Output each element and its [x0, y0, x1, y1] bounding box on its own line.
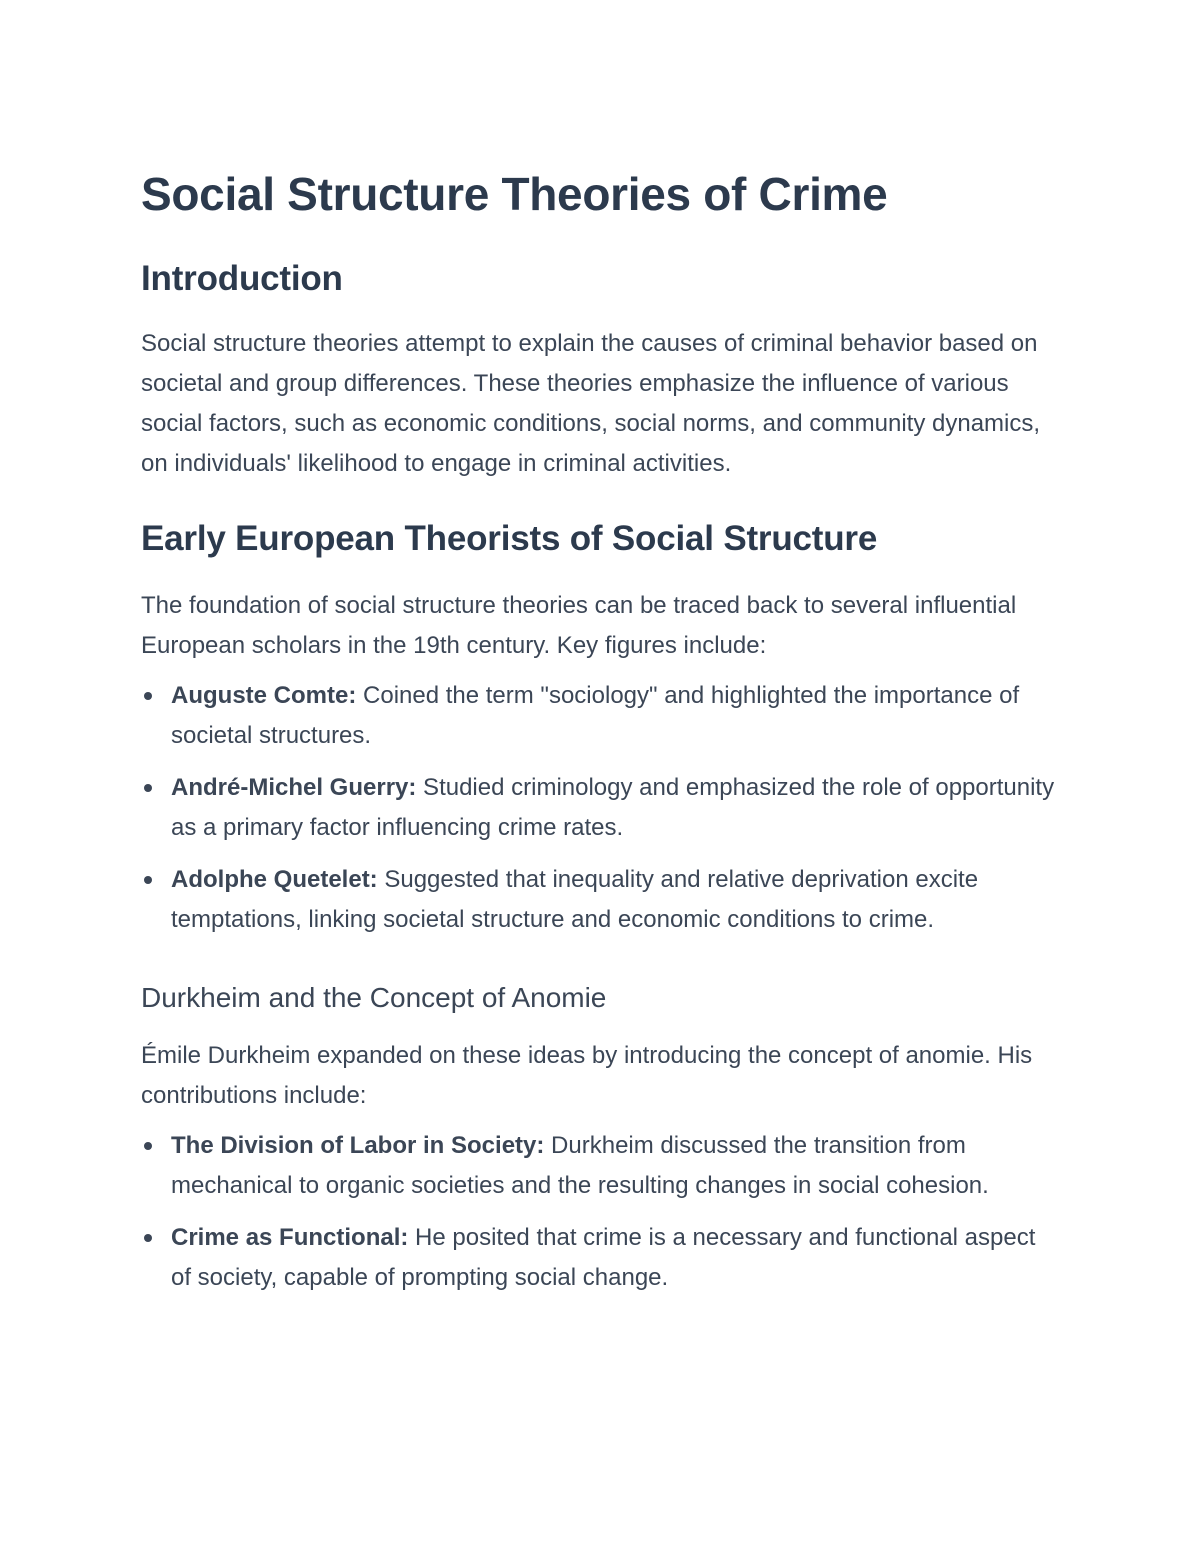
list-item-term: Crime as Functional: [171, 1224, 409, 1251]
early-theorists-paragraph: The foundation of social structure theories can be traced back to several influential European scholars in the 19th century. Key figures include: [141, 592, 1017, 659]
durkheim-list [141, 1126, 1061, 1298]
document-page [141, 160, 1061, 1310]
list-item-quetelet [141, 860, 1061, 940]
durkheim-heading: Durkheim and the Concept of Anomie [141, 982, 607, 1013]
list-item-text: He posited that crime is a necessary and functional aspect of society, capable of prompting social change. [171, 1224, 1036, 1291]
bullet-icon [144, 876, 152, 884]
bullet-icon [144, 784, 152, 792]
list-item-text: Coined the term "sociology" and highlighted the importance of societal structures. [171, 682, 1020, 749]
introduction-paragraph: Social structure theories attempt to explain the causes of criminal behavior based on societal and group differences. These theories emphasize the influence of various social factors, such as economic conditions, social norms, and community dynamics, on individuals' likelihood to engage in criminal activities. [141, 330, 1041, 477]
early-theorists-heading: Early European Theorists of Social Structure [141, 519, 878, 558]
bullet-icon [144, 692, 152, 700]
list-item-term: The Division of Labor in Society: [171, 1132, 545, 1159]
list-item-term: Auguste Comte: [171, 682, 357, 709]
document-title: Social Structure Theories of Crime [141, 168, 888, 220]
list-item-text: Suggested that inequality and relative deprivation excite temptations, linking societal structure and economic conditions to crime. [171, 866, 979, 933]
durkheim-paragraph: Émile Durkheim expanded on these ideas by introducing the concept of anomie. His contributions include: [141, 1042, 1033, 1109]
list-item-comte [141, 676, 1061, 756]
bullet-icon [144, 1234, 152, 1242]
list-item-text: Studied criminology and emphasized the role of opportunity as a primary factor influencing crime rates. [171, 774, 1055, 841]
list-item-crime-functional [141, 1218, 1061, 1298]
list-item-guerry [141, 768, 1061, 848]
introduction-heading: Introduction [141, 259, 343, 298]
list-item-text: Durkheim discussed the transition from mechanical to organic societies and the resulting changes in social cohesion. [171, 1132, 989, 1199]
list-item-term: Adolphe Quetelet: [171, 866, 378, 893]
early-theorists-list [141, 676, 1061, 940]
list-item-term: André-Michel Guerry: [171, 774, 417, 801]
bullet-icon [144, 1142, 152, 1150]
list-item-division-of-labor [141, 1126, 1061, 1206]
